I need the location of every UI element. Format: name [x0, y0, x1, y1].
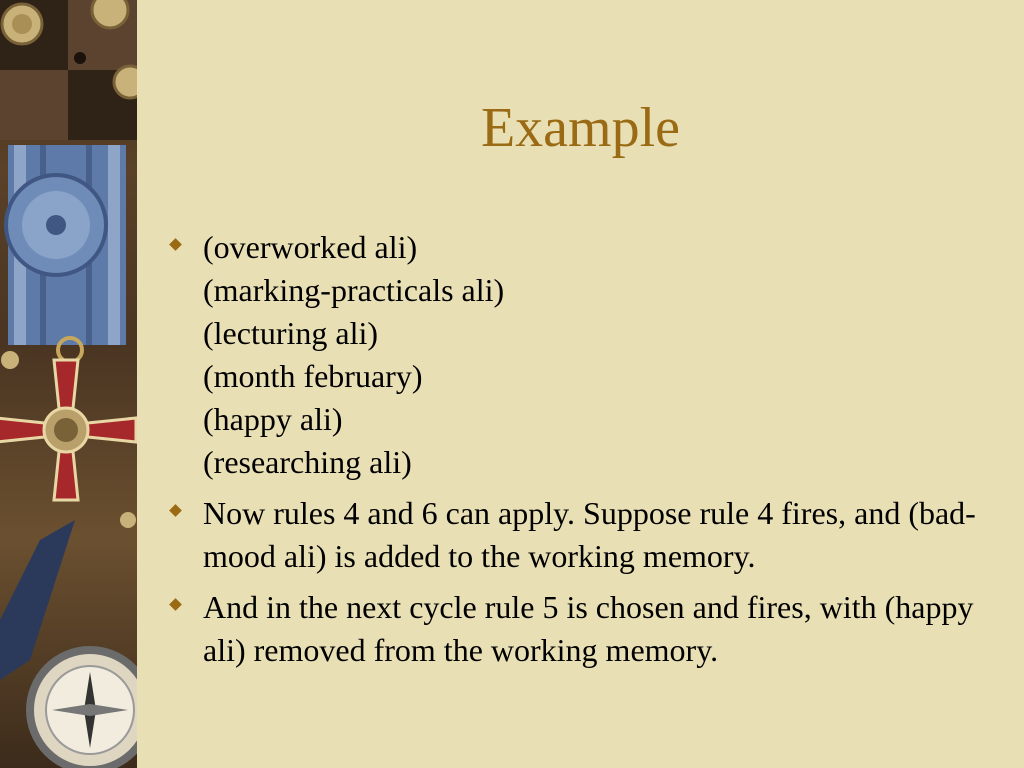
bullet-text: And in the next cycle rule 5 is chosen and fires, with (happy ali) removed from the working memory.	[203, 589, 974, 668]
fact-line: (month february)	[203, 358, 423, 394]
diamond-bullet-icon	[169, 598, 182, 611]
decorative-medal-strip	[0, 0, 137, 768]
diamond-bullet-icon	[169, 238, 182, 251]
bullet-rules-apply	[165, 492, 995, 578]
bullet-text: Now rules 4 and 6 can apply. Suppose rule 4 fires, and (bad-mood ali) is added to the working memory.	[203, 495, 976, 574]
fact-line: (lecturing ali)	[203, 315, 379, 351]
bullet-next-cycle	[165, 586, 995, 672]
fact-line: (overworked ali)	[203, 229, 418, 265]
fact-line: (researching ali)	[203, 444, 412, 480]
slide-title: Example	[480, 97, 681, 159]
fact-line: (marking-practicals ali)	[203, 272, 505, 308]
bullet-facts	[165, 226, 995, 484]
fact-line: (happy ali)	[203, 401, 343, 437]
medal-collage-icon	[0, 0, 137, 768]
bullet-list	[165, 226, 995, 680]
diamond-bullet-icon	[169, 504, 182, 517]
